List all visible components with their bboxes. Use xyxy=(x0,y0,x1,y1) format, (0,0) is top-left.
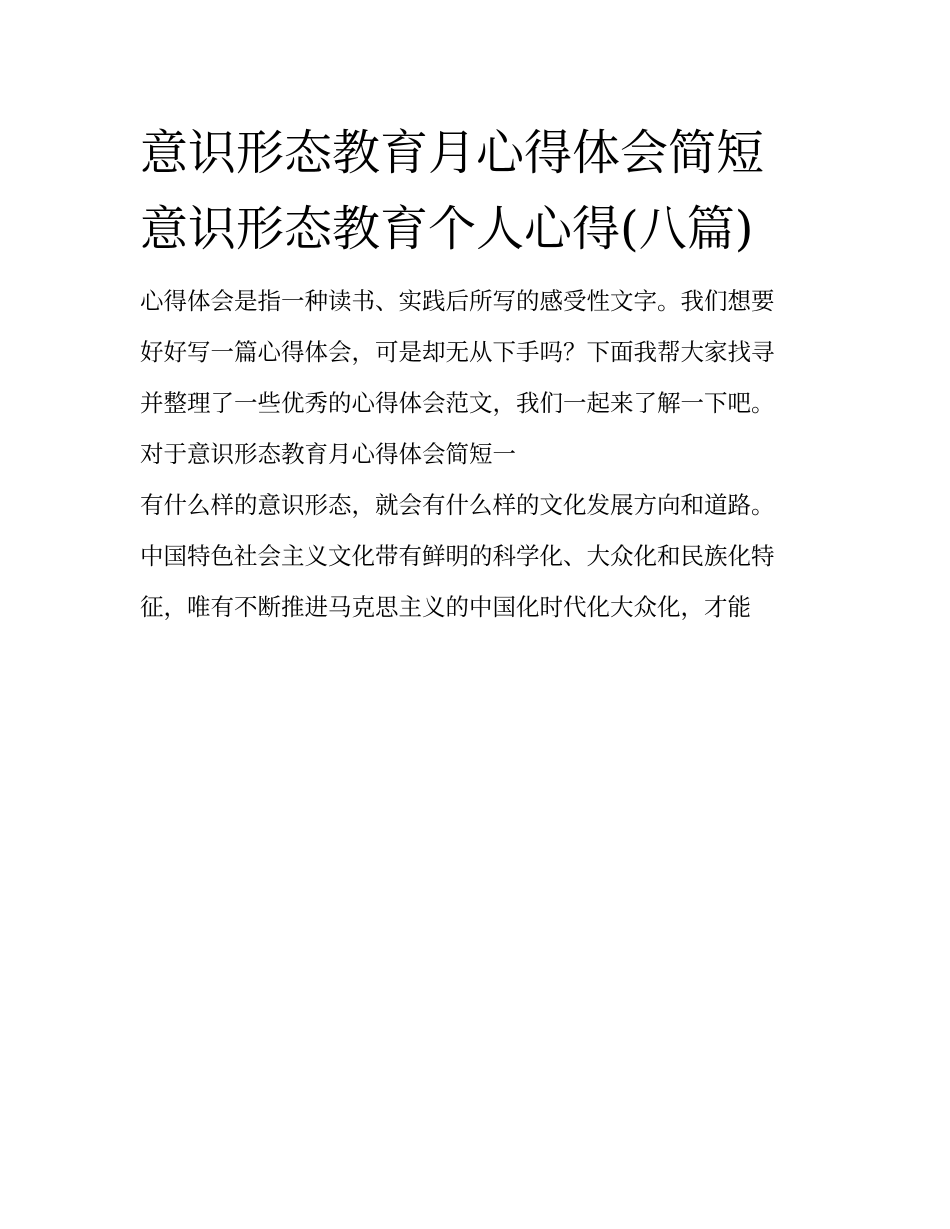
body-line-7: 征，唯有不断推进马克思主义的中国化时代化大众化，才能 xyxy=(140,593,751,621)
title-line-2: 意识形态教育个人心得(八篇) xyxy=(140,201,754,257)
body-line-5: 有什么样的意识形态，就会有什么样的文化发展方向和道路。 xyxy=(140,491,775,519)
title-line-1: 意识形态教育月心得体会简短 xyxy=(140,125,765,181)
document-body xyxy=(140,276,840,633)
body-line-1: 心得体会是指一种读书、实践后所写的感受性文字。我们想要 xyxy=(140,287,775,315)
section-heading: 对于意识形态教育月心得体会简短一 xyxy=(140,440,516,468)
body-line-2: 好好写一篇心得体会，可是却无从下手吗？下面我帮大家找寻 xyxy=(140,338,775,366)
body-line-3: 并整理了一些优秀的心得体会范文，我们一起来了解一下吧。 xyxy=(140,389,775,417)
body-line-6: 中国特色社会主义文化带有鲜明的科学化、大众化和民族化特 xyxy=(140,542,775,570)
document-title xyxy=(140,115,840,267)
